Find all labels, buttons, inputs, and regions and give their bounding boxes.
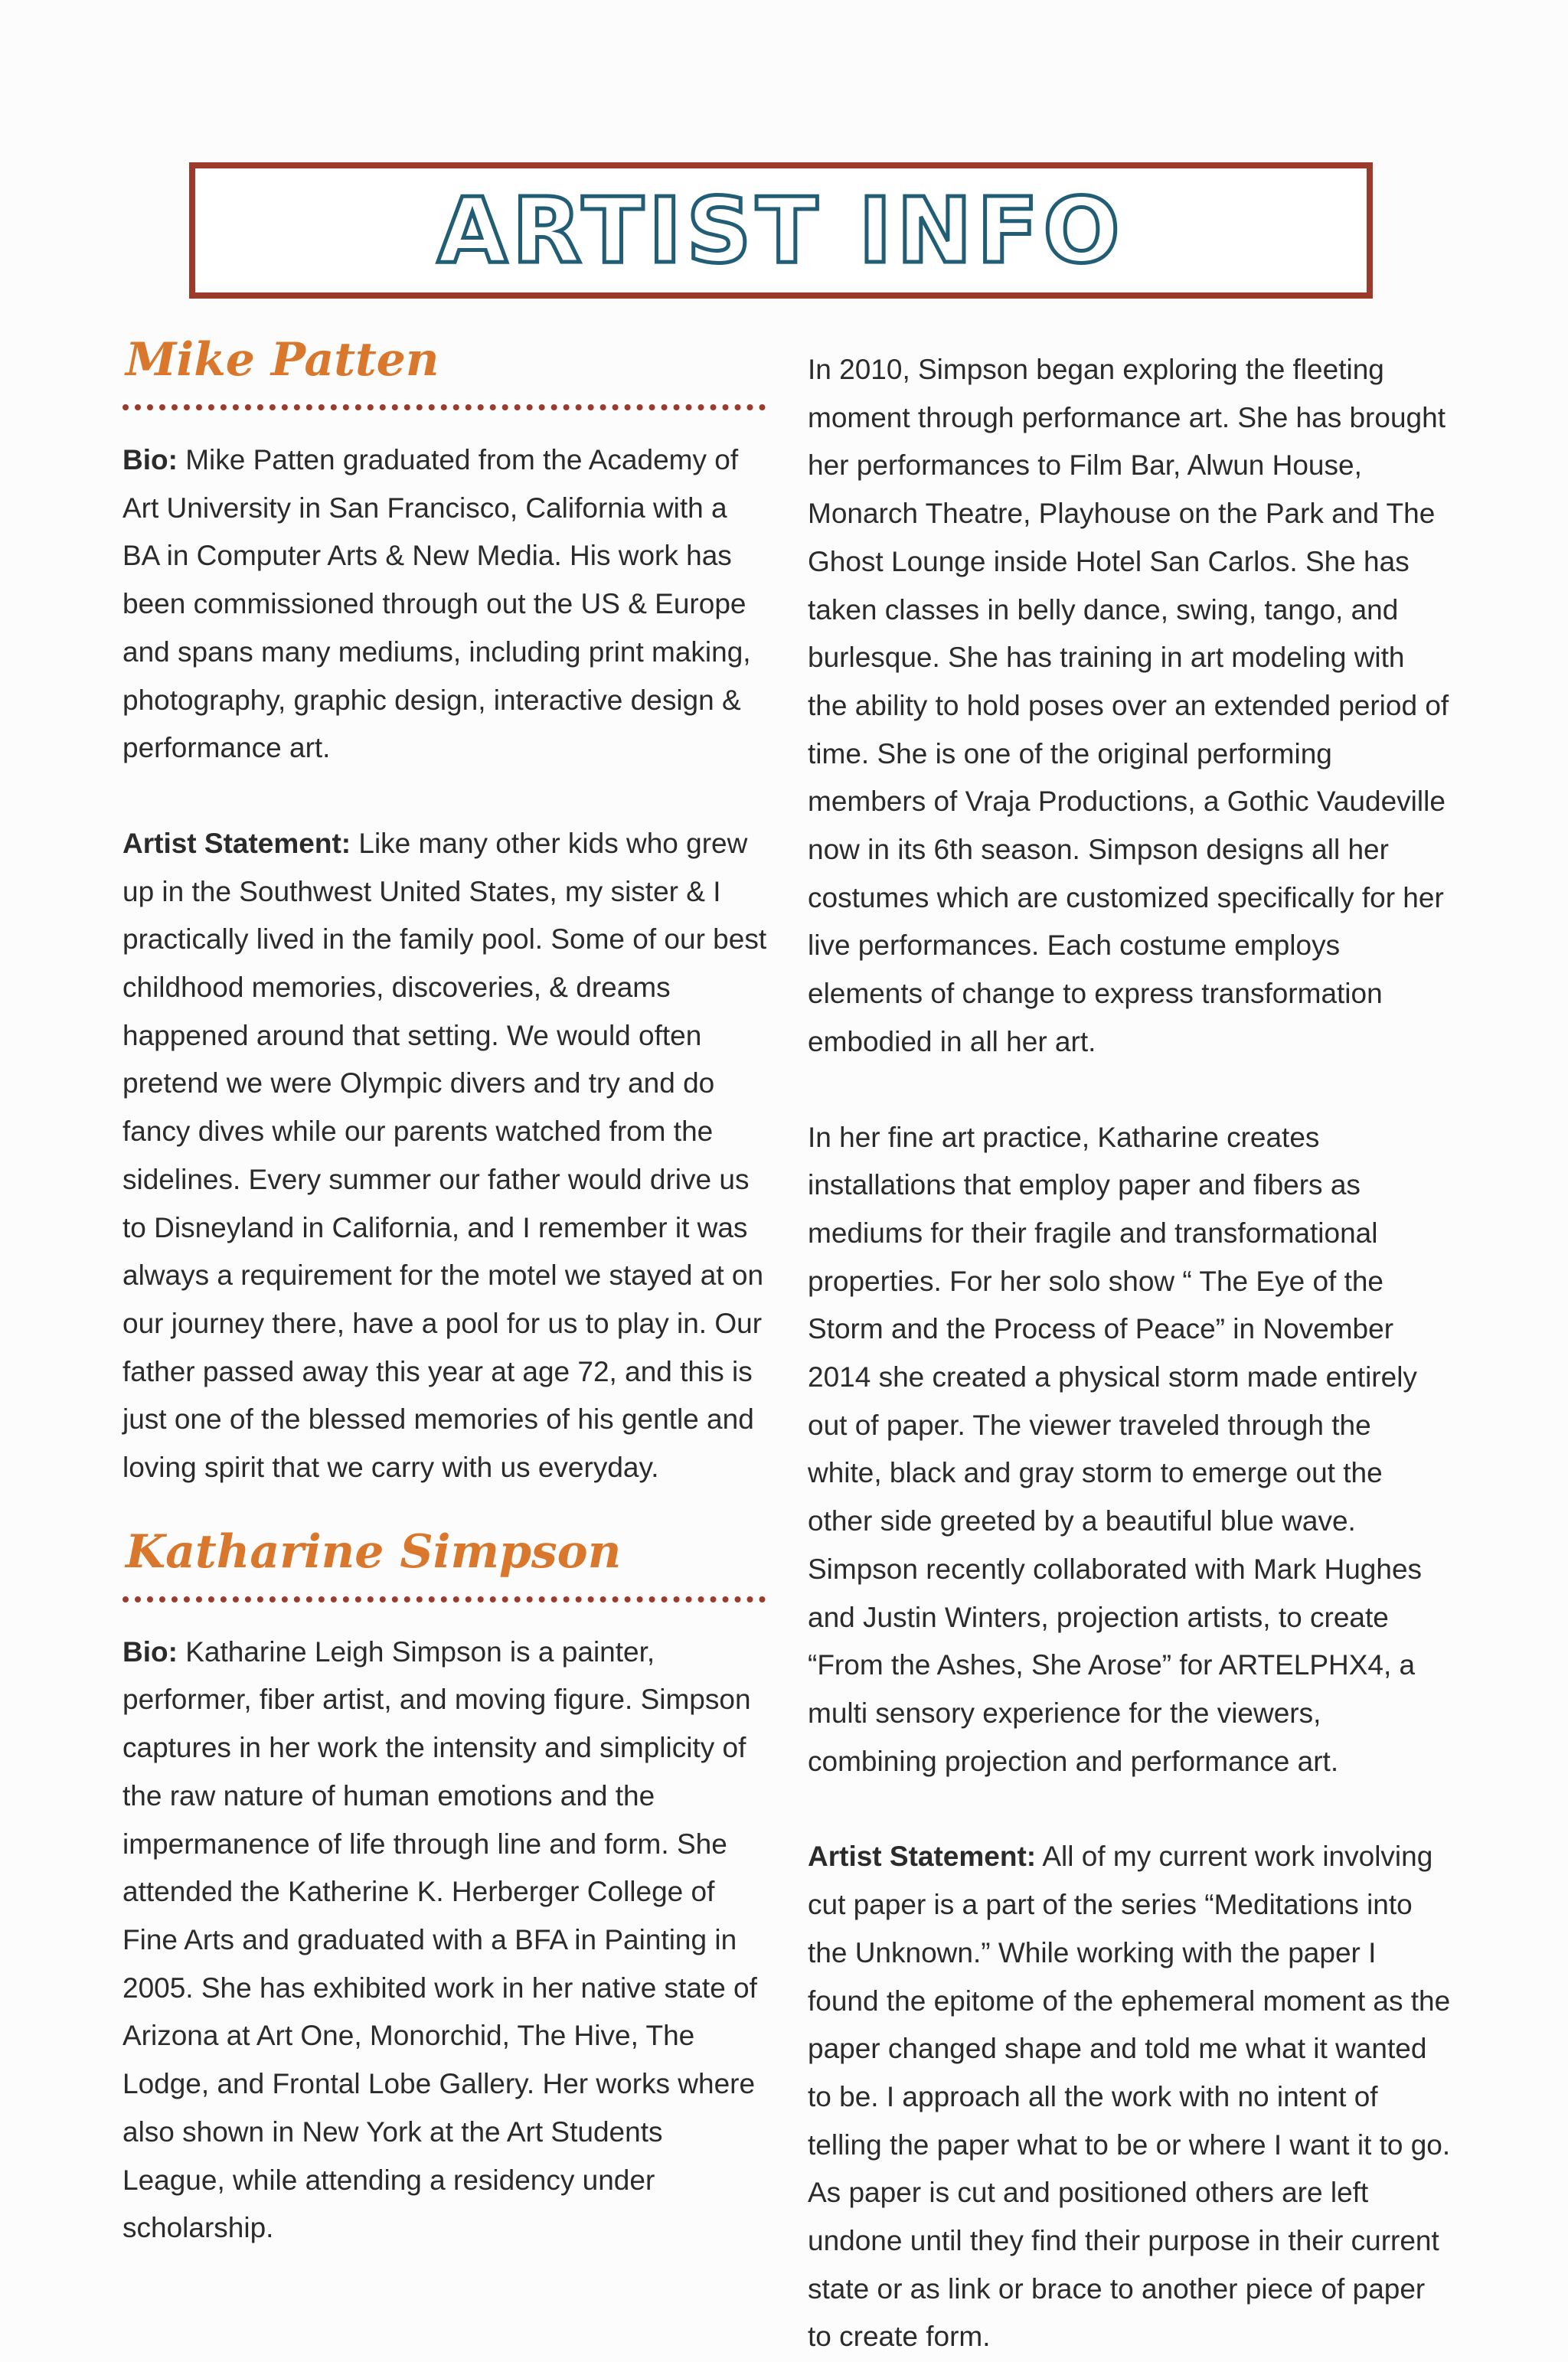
artist-name-mike: Mike Patten [126,333,439,387]
mike-bio [122,436,769,773]
dotted-divider [122,404,766,410]
katharine-bio [122,1629,769,2253]
mike-statement [122,820,769,1492]
statement-label: Artist Statement: [808,1841,1037,1873]
spacer [808,1067,1451,1114]
katharine-statement [808,1833,1451,2361]
page-title: ARTIST INFO [437,178,1125,283]
bio-text: Mike Patten graduated from the Academy of Art University in San Francisco, California with a BA in Computer Arts & New Media. His work has been commissioned through out the US & Europe and spans many mediums, including print making, photography, graphic design, interactive design & performance art. [122,444,751,764]
title-box [189,162,1373,299]
spacer [808,1785,1451,1833]
artist-name-katharine: Katharine Simpson [126,1524,622,1579]
katharine-para-2: In 2010, Simpson began exploring the fleeting moment through performance art. She has brought her performances to Film Bar, Alwun House, Monarch Theatre, Playhouse on the Park and The Ghost Lounge inside Hotel San Carlos. She has taken classes in belly dance, swing, tango, and burlesque. She has training in art modeling with the ability to hold poses over an extended period of time. She is one of the original performing members of Vraja Productions, a Gothic Vaudeville now in its 6th season. Simpson designs all her costumes which are customized specifically for her live performances. Each costume employs elements of change to express transformation embodied in all her art. [808,354,1449,1057]
bio-label: Bio: [122,1635,178,1668]
statement-text: Like many other kids who grew up in the Southwest United States, my sister & I practically lived in the family pool. Some of our best childhood memories, discoveries, & dreams happened around that setting. We would often pretend we were Olympic divers and try and do fancy dives while our parents watched from the sidelines. Every summer our father would drive us to Disneyland in California, and I remember it was always a requirement for the motel we stayed at on our journey there, have a pool for us to play in. Our father passed away this year at age 72, and this is just one of the blessed memories of his gentle and loving spirit that we carry with us everyday. [122,827,767,1484]
statement-label: Artist Statement: [122,827,351,859]
spacer [122,1492,769,1529]
katharine-para-3: In her fine art practice, Katharine creates installations that employ paper and fibers as mediums for their fragile and transformational properties. For her solo show “ The Eye of the Storm and the Process of Peace” in November 2014 she created a physical storm made entirely out of paper. The viewer traveled through the white, black and gray storm to emerge out the other side greeted by a beautiful blue wave. Simpson recently collaborated with Mark Hughes and Justin Winters, projection artists, to create “From the Ashes, She Arose” for ARTELPHX4, a multi sensory experience for the viewers, combining projection and performance art. [808,1121,1423,1777]
bio-text: Katharine Leigh Simpson is a painter, performer, fiber artist, and moving figure. Simpson captures in her work the intensity and simplicity of the raw nature of human emotions and the impermanence of life through line and form. She attended the Katherine K. Herberger College of Fine Arts and graduated with a BFA in Painting in 2005. She has exhibited work in her native state of Arizona at Art One, Monorchid, The Hive, The Lodge, and Frontal Lobe Gallery. Her works where also shown in New York at the Art Students League, while attending a residency under scholarship. [122,1635,757,2244]
statement-text: All of my current work involving cut paper is a part of the series “Meditations into the Unknown.” While working with the paper I found the epitome of the ephemeral moment as the paper changed shape and told me what it wanted to be. I approach all the work with no intent of telling the paper what to be or where I want it to go. As paper is cut and positioned others are left undone until they find their purpose in their current state or as link or brace to another piece of paper to create form. [808,1841,1451,2353]
left-column [122,333,769,2253]
dotted-divider [122,1596,766,1602]
right-column [808,346,1451,2361]
bio-label: Bio: [122,444,178,475]
spacer [122,773,769,820]
